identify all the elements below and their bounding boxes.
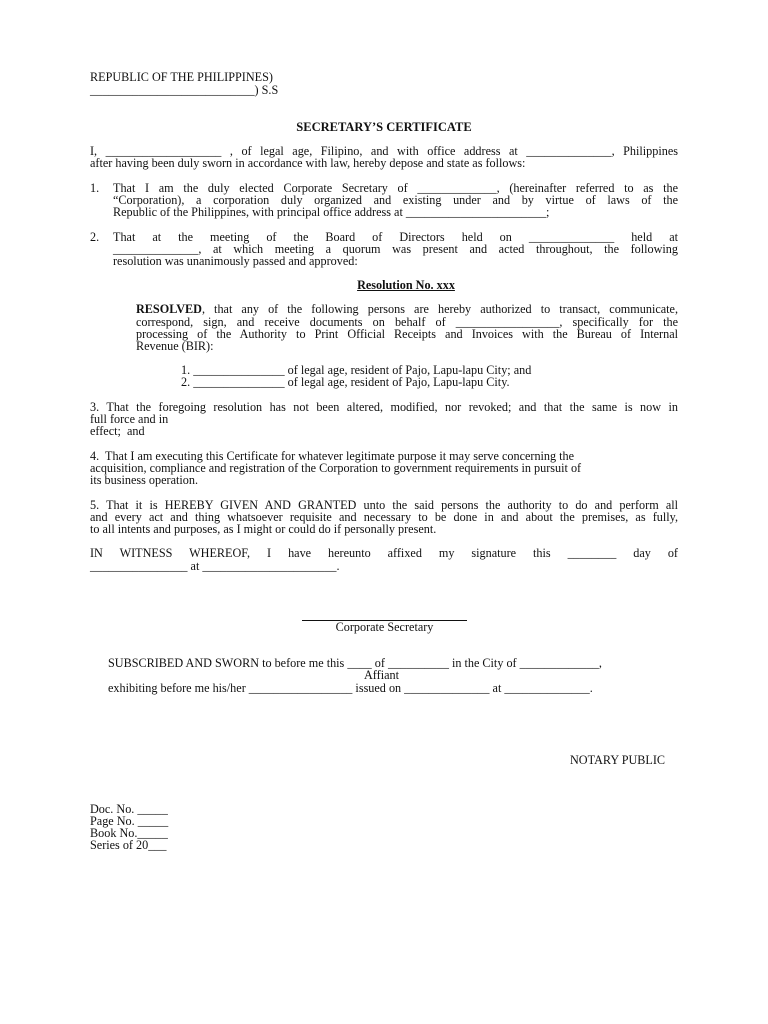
- item3-line-2: full force and in: [90, 412, 169, 426]
- page-no: Page No. _____: [90, 814, 169, 828]
- document-title: SECRETARY’S CERTIFICATE: [296, 120, 472, 134]
- intro-line-1: I, ___________________ , of legal age, Filipino, and with office address at ______________, Philippines: [90, 144, 678, 158]
- resolution-heading: Resolution No. xxx: [357, 278, 455, 292]
- resolution-line-2: correspond, sign, and receive documents on behalf of _________________, specifically for the: [136, 315, 678, 329]
- resolution-line-4: Revenue (BIR):: [136, 339, 214, 353]
- item5-line-3: to all intents and purposes, as I might or could do if personally present.: [90, 522, 437, 536]
- item4-line-2: acquisition, compliance and registration of the Corporation to government requirements in pursuit of: [90, 461, 582, 475]
- book-no: Book No._____: [90, 826, 168, 840]
- series-of: Series of 20___: [90, 838, 167, 852]
- item3-line-3: effect; and: [90, 424, 145, 438]
- resolved-keyword: RESOLVED: [136, 302, 202, 316]
- item3-line-1: 3. That the foregoing resolution has not been altered, modified, nor revoked; and that the same is now in: [90, 400, 678, 414]
- header-ss: ___________________________) S.S: [90, 83, 279, 97]
- item1-line-3: Republic of the Philippines, with principal office address at _______________________;: [113, 205, 550, 219]
- header-republic: REPUBLIC OF THE PHILIPPINES): [90, 70, 273, 84]
- resolution-line-1-text: , that any of the following persons are hereby authorized to transact, communicate,: [201, 302, 678, 316]
- item1-line-2: “Corporation), a corporation duly organized and existing under and by virtue of laws of the: [113, 193, 678, 207]
- item2-line-1: That at the meeting of the Board of Directors held on ______________ held at: [113, 230, 678, 244]
- authorized-person-1: 1. _______________ of legal age, resident of Pajo, Lapu-lapu City; and: [181, 363, 532, 377]
- item1-number: 1.: [90, 181, 100, 195]
- affiant-label: Affiant: [364, 668, 399, 682]
- item2-line-2: ______________, at which meeting a quorum was present and acted throughout, the following: [113, 242, 678, 256]
- intro-line-2: after having been duly sworn in accordance with law, hereby depose and state as follows:: [90, 156, 526, 170]
- signature-label: Corporate Secretary: [335, 620, 434, 634]
- authorized-person-2: 2. _______________ of legal age, resident of Pajo, Lapu-lapu City.: [181, 375, 510, 389]
- witness-line-1: IN WITNESS WHEREOF, I have hereunto affixed my signature this ________ day of: [90, 546, 678, 560]
- jurat-line-2: exhibiting before me his/her _________________ issued on ______________ at ______________.: [108, 681, 593, 695]
- notary-public-label: NOTARY PUBLIC: [570, 753, 666, 767]
- jurat-line-1: SUBSCRIBED AND SWORN to before me this ____ of __________ in the City of _____________,: [108, 656, 602, 670]
- item1-line-1: That I am the duly elected Corporate Secretary of _____________, (hereinafter referred to as the: [113, 181, 678, 195]
- item4-line-1: 4. That I am executing this Certificate for whatever legitimate purpose it may serve concerning the: [90, 449, 575, 463]
- item2-line-3: resolution was unanimously passed and approved:: [113, 254, 358, 268]
- resolution-line-3: processing of the Authority to Print Official Receipts and Invoices with the Bureau of Internal: [136, 327, 678, 341]
- doc-no: Doc. No. _____: [90, 802, 168, 816]
- item5-line-1: 5. That it is HEREBY GIVEN AND GRANTED unto the said persons the authority to do and perform all: [90, 498, 678, 512]
- item5-line-2: and every act and thing whatsoever requisite and necessary to be done in and about the premises, as fully,: [90, 510, 678, 524]
- witness-line-2: ________________ at ______________________.: [90, 559, 340, 573]
- item4-line-3: its business operation.: [90, 473, 198, 487]
- item2-number: 2.: [90, 230, 100, 244]
